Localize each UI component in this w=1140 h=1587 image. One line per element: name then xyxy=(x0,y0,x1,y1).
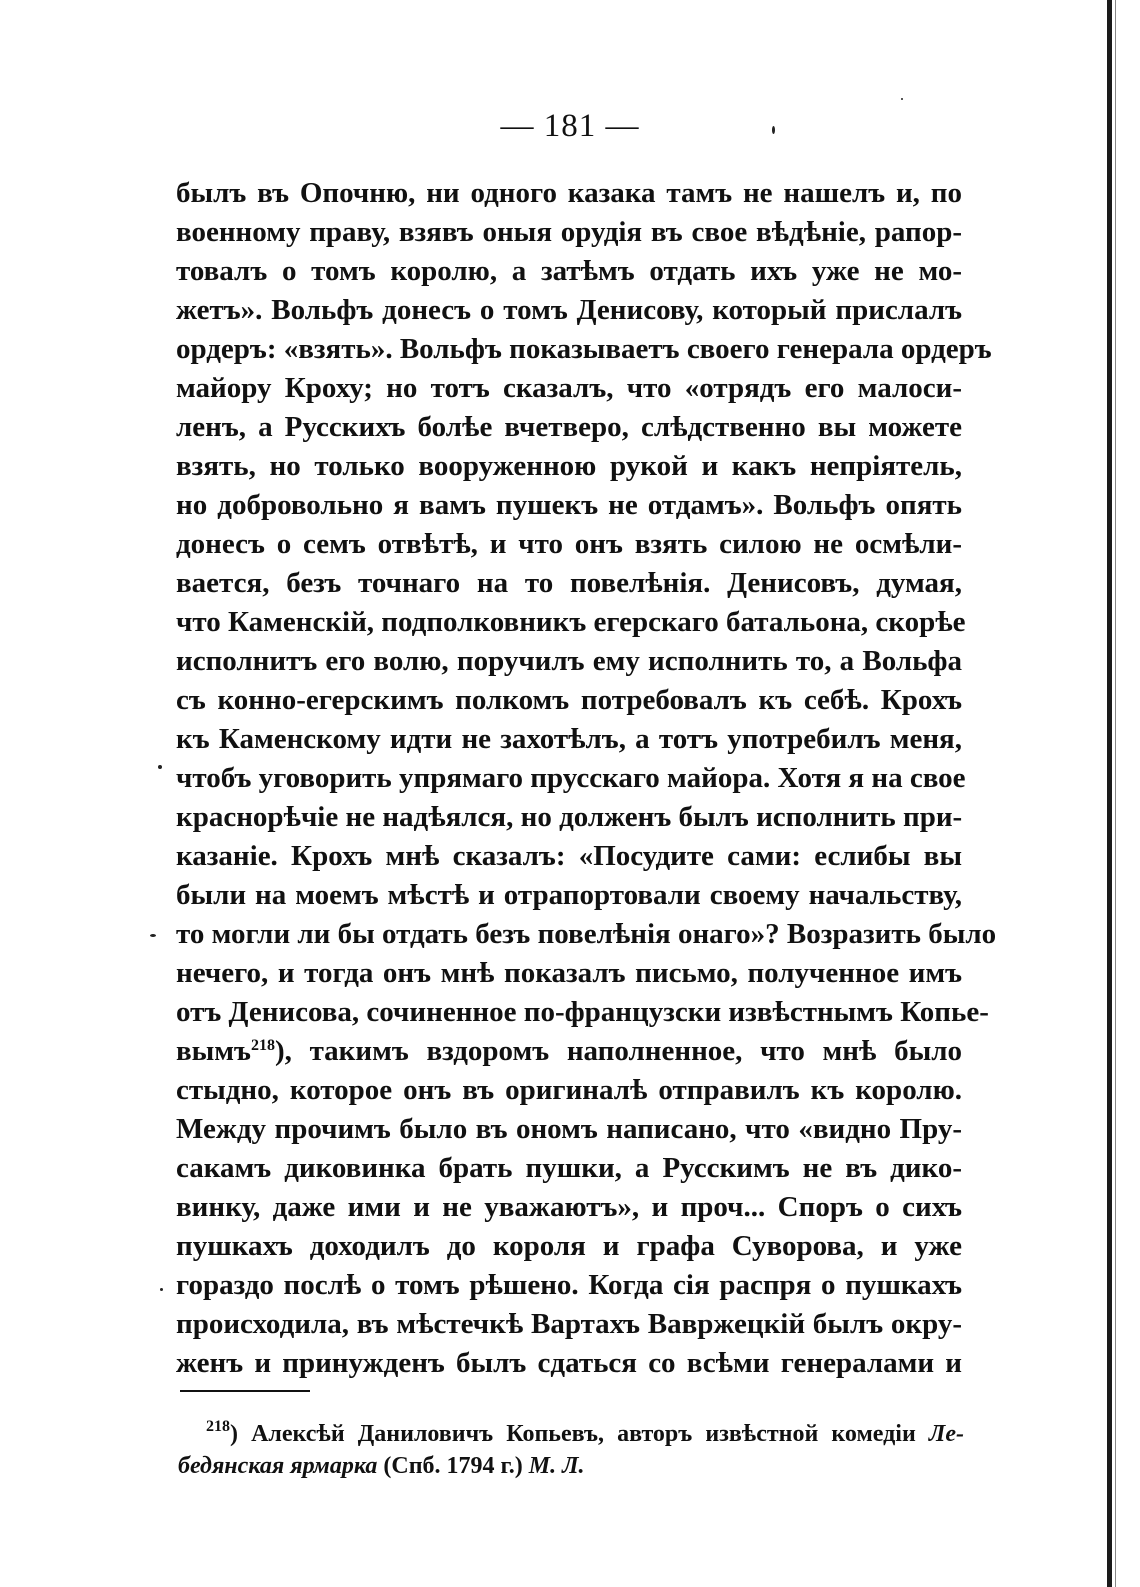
page-edge-rule-thin xyxy=(1115,0,1116,1587)
footnote-title: Ле- xyxy=(928,1421,964,1447)
text-line: донесъ о семъ отвѣтѣ, и что онъ взять силою не осмѣли- xyxy=(176,528,962,560)
footnote-divider xyxy=(180,1390,310,1392)
footnote-text: ) Алексѣй Даниловичъ Копьевъ, авторъ извѣстной комедіи xyxy=(230,1421,916,1447)
scan-speck xyxy=(150,934,156,937)
text-line: исполнитъ его волю, поручилъ ему исполнить то, а Вольфа xyxy=(176,645,962,677)
footnote-line xyxy=(206,1418,964,1450)
text-line: товалъ о томъ королю, а затѣмъ отдать ихъ уже не мо- xyxy=(176,255,962,287)
text-fragment: ), такимъ вздоромъ наполненное, что мнѣ было xyxy=(274,1035,962,1067)
text-line: былъ въ Опочню, ни одного казака тамъ не нашелъ и, по xyxy=(176,177,962,209)
text-line: пушкахъ доходилъ до короля и графа Суворова, и уже xyxy=(176,1230,962,1262)
footnote-text: (Спб. 1794 г.) xyxy=(377,1453,529,1479)
footnote-reference[interactable]: 218 xyxy=(250,1037,275,1054)
scan-speck xyxy=(158,765,162,769)
scan-speck xyxy=(772,126,775,134)
scan-speck xyxy=(160,1288,163,1291)
text-line: происходила, въ мѣстечкѣ Вартахъ Вавржецкій былъ окру- xyxy=(176,1308,962,1340)
text-line: то могли ли бы отдать безъ повелѣнія онаго»? Возразить было xyxy=(176,918,997,950)
text-line: жетъ». Вольфъ донесъ о томъ Денисову, который прислалъ xyxy=(176,294,962,326)
scan-speck xyxy=(901,98,903,100)
text-line: отъ Денисова, сочиненное по-французски извѣстнымъ Копье- xyxy=(176,996,989,1028)
text-line: къ Каменскому идти не захотѣлъ, а тотъ употребилъ меня, xyxy=(176,723,962,755)
text-line: Между прочимъ было въ ономъ написано, что «видно Пру- xyxy=(176,1113,962,1145)
text-line: что Каменскій, подполковникъ егерскаго батальона, скорѣе xyxy=(176,606,966,638)
text-line: военному праву, взявъ оныя орудія въ свое вѣдѣніе, рапор- xyxy=(176,216,962,248)
text-line: ленъ, а Русскихъ болѣе вчетверо, слѣдственно вы можете xyxy=(176,411,962,443)
text-fragment: вымъ xyxy=(176,1035,251,1067)
text-line: но добровольно я вамъ пушекъ не отдамъ». Вольфъ опять xyxy=(176,489,962,521)
text-line: взять, но только вооруженною рукой и какъ непріятель, xyxy=(176,450,962,482)
text-line: были на моемъ мѣстѣ и отрапортовали своему начальству, xyxy=(176,879,962,911)
text-line: сакамъ диковинка брать пушки, а Русскимъ не въ дико- xyxy=(176,1152,962,1184)
page-edge-rule xyxy=(1107,0,1112,1587)
text-line: съ конно-егерскимъ полкомъ потребовалъ къ себѣ. Крохъ xyxy=(176,684,962,716)
text-line: казаніе. Крохъ мнѣ сказалъ: «Посудите сами: еслибы вы xyxy=(176,840,962,872)
footnote xyxy=(178,1418,964,1482)
text-line: чтобъ уговорить упрямаго прусскаго майора. Хотя я на свое xyxy=(176,762,966,794)
text-line: вается, безъ точнаго на то повелѣнія. Денисовъ, думая, xyxy=(176,567,962,599)
page-number: — 181 — xyxy=(500,108,640,144)
text-line: винку, даже ими и не уважаютъ», и проч... Споръ о сихъ xyxy=(176,1191,962,1223)
footnote-title: бедянская ярмарка xyxy=(178,1453,378,1479)
text-line: гораздо послѣ о томъ рѣшено. Когда сія распря о пушкахъ xyxy=(176,1269,962,1301)
text-line-with-footnote-ref xyxy=(176,1032,962,1071)
text-line: стыдно, которое онъ въ оригиналѣ отправилъ къ королю. xyxy=(176,1074,962,1106)
footnote-marker: 218 xyxy=(206,1418,230,1435)
text-line: нечего, и тогда онъ мнѣ показалъ письмо, полученное имъ xyxy=(176,957,962,989)
text-line: ордеръ: «взять». Вольфъ показываетъ своего генерала ордеръ xyxy=(176,333,992,365)
text-line: женъ и принужденъ былъ сдаться со всѣми генералами и xyxy=(176,1347,962,1379)
body-text xyxy=(176,174,997,1383)
text-line: майору Кроху; но тотъ сказалъ, что «отрядъ его малоси- xyxy=(176,372,962,404)
text-line: краснорѣчіе не надѣялся, но долженъ былъ исполнить при- xyxy=(176,801,963,833)
footnote-line xyxy=(178,1450,964,1482)
footnote-signature: М. Л. xyxy=(528,1453,585,1479)
